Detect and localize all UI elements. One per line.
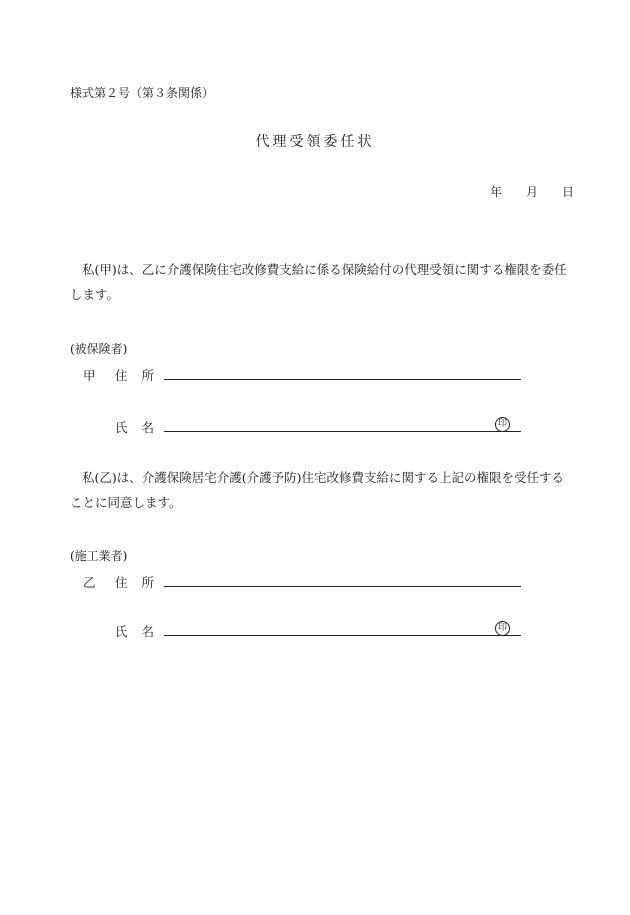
insured-person-label: (被保険者): [70, 342, 128, 356]
party-otsu-label: 乙: [83, 575, 96, 590]
acceptance-statement: 私(乙)は、介護保険居宅介護(介護予防)住宅改修費支給に関する上記の権限を受任することに同意します。: [70, 470, 565, 510]
date-month-label: 月: [526, 185, 539, 199]
document-title: 代理受領委任状: [255, 134, 375, 150]
seal-mark-icon: 印: [495, 417, 510, 432]
insured-address-line[interactable]: [164, 379, 521, 380]
date-year-label: 年: [490, 185, 503, 199]
contractor-name-line[interactable]: [164, 635, 521, 636]
contractor-address-line[interactable]: [164, 586, 521, 587]
insured-name-line[interactable]: [164, 431, 521, 432]
contractor-label: (施工業者): [70, 549, 128, 563]
contractor-address-label: 住所: [115, 575, 169, 590]
seal-mark-icon: 印: [495, 621, 510, 636]
form-number: 様式第２号（第３条関係）: [70, 86, 215, 100]
insured-name-label: 氏名: [115, 420, 169, 435]
contractor-name-label: 氏名: [115, 624, 169, 639]
date-day-label: 日: [562, 185, 575, 199]
delegation-statement: 私(甲)は、乙に介護保険住宅改修費支給に係る保険給付の代理受領に関する権限を委任します。: [70, 262, 567, 302]
insured-address-label: 住所: [115, 368, 169, 383]
party-kou-label: 甲: [83, 368, 96, 383]
